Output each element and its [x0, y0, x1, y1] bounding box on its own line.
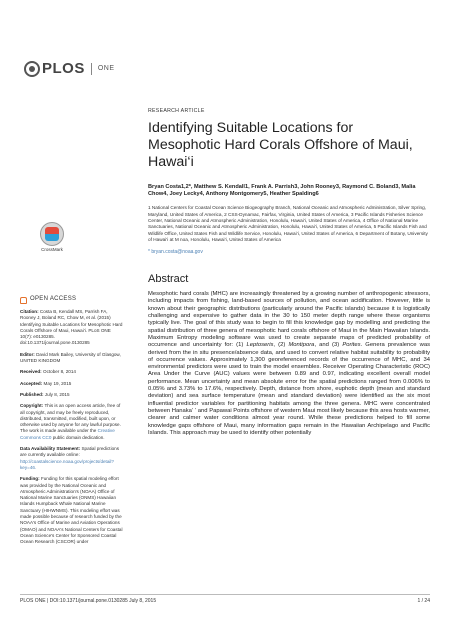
article-title: Identifying Suitable Locations for Mesophotic Hard Corals Offshore of Maui, Hawai‘i	[148, 120, 413, 170]
crossmark-icon	[40, 222, 64, 246]
logo-divider	[91, 63, 92, 75]
author-list: Bryan Costa1,2*, Matthew S. Kendall1, Frank A. Parrish3, John Rooney3, Raymond C. Boland3, Malia Chow4, Joey Lecky4, Anthony Montgomery5, Heather Spalding6	[148, 184, 416, 198]
copyright-text: This is an open access article, free of all copyright, and may be freely reproduced, distributed, transmitted, modified, built upon, or otherwise used by anyone for any lawful purpose. The work is made available under the	[20, 403, 121, 434]
article-main	[148, 108, 430, 437]
data-link[interactable]: http://coastalscience.noaa.gov/projects/detail?key=46.	[20, 458, 114, 470]
abstract-heading: Abstract	[148, 273, 189, 286]
received-date: October 8, 2014	[43, 369, 76, 375]
page-number: 1 / 24	[417, 598, 430, 604]
editor-label: Editor:	[20, 351, 35, 357]
published-block	[20, 392, 124, 398]
plos-pin-icon	[24, 61, 40, 77]
citation-label: Citation:	[20, 309, 39, 314]
citation-block	[20, 309, 124, 347]
genus-montipora: Montipora	[288, 342, 315, 349]
received-block	[20, 369, 124, 375]
copyright-label: Copyright:	[20, 403, 44, 409]
copyright-block	[20, 403, 124, 441]
article-type: RESEARCH ARTICLE	[148, 108, 205, 114]
genus-leptoseris: Leptoseris	[246, 342, 274, 349]
logo-name: PLOS	[42, 60, 85, 77]
data-availability-text: Spatial predictions are currently available online:	[20, 446, 119, 458]
accepted-block	[20, 381, 124, 387]
funding-text: Funding for this spatial modeling effort was provided by the National Oceanic and Atmospheric Administration's (NOAA) Office of National Marine Sanctuaries (ONMS) Hawaiian Islands Humpback Whale National Marine Sanctuary (HIHWNMS). This modeling effort was made possible because of research funded by the NOAA's Office of Marine and Aviation Operations (OMAO) and NOAA's National Centers for Coastal Ocean Science's Center for Sponsored Coastal Ocean Research (CSCOR) under	[20, 476, 123, 545]
open-lock-icon	[20, 297, 27, 304]
affiliations: 1 National Centers for Coastal Ocean Science Biogeography Branch, National Oceanic and Atmospheric Administration, Silver Spring, Maryland, United States of America, 2 CSS-Dynamac, Fairfax, Virginia, United States of America, 3 Pacific Islands Fisheries Science Center, National Oceanic and Atmospheric Administration, Honolulu, Hawai‘i, United States of America, 4 Office of National Marine Sanctuaries, National Oceanic and Atmospheric Administration, Honolulu, Hawai‘i, United States of America, 5 Pacific Islands Fish and Wildlife Office, United States Fish and Wildlife Service, Honolulu, Hawai‘i, United States of America, 6 Department of Botany, University of Hawai‘i at M noa, Honolulu, Hawai‘i, United States of America	[148, 205, 428, 242]
received-label: Received:	[20, 369, 42, 375]
funding-label: Funding:	[20, 476, 40, 482]
funding-block	[20, 476, 124, 545]
open-access-text: OPEN ACCESS	[30, 296, 77, 303]
abstract-part-2: , (2)	[273, 342, 286, 349]
accepted-date: May 19, 2015	[43, 380, 72, 386]
genus-porites: Porites	[342, 342, 361, 349]
cc0-link[interactable]: Creative Commons CC0	[20, 428, 115, 440]
crossmark-label: CrossMark	[41, 247, 63, 252]
editor-text: David Mark Bailey, University of Glasgow, UNITED KINGDOM	[20, 351, 121, 364]
abstract-part-3: , and (3)	[314, 342, 340, 349]
data-availability-block	[20, 446, 124, 471]
journal-logo	[22, 60, 115, 77]
citation-text: Costa B, Kendall MS, Parrish FA, Rooney J, Boland RC, Chow M, et al. (2015) Identifying Suitable Locations for Mesophotic Hard Corals Offshore of Maui, Hawai‘i. PLoS ONE 10(7): e0130285. doi:10.1371/journal.pone.0130285	[20, 309, 123, 346]
plos-wordmark	[22, 60, 85, 77]
abstract-part-4: . Genera prevalence was derived from the in situ presence/absence data, and used to convert relative habitat suitability to probability of occurrence values. Approximately 1,300 georeferenced records of the occurrence of MHC, and 34 environmental predictors were used to train the model ensembles. Receiver Operating Characteristic (ROC) Area Under the Curve (AUC) values were between 0.89 and 0.97, indicating excellent overall model performance. Mean uncertainty and mean absolute error for the spatial predictions ranged from 0.006% to 0.05% and 3.73% to 17.6%, respectively. Depth, distance from shore, euphotic depth (mean and standard deviation) and sea surface temperature (mean and standard deviation) were identified as the six most influential predictor variables for partitioning habitats among the three genera. MHC were concentrated between Hanaka‘ ‘ and Papawai Points offshore of western Maui most likely because this area hosts warmer, clearer and calmer water conditions almost year round. While these predictions helped to fill some knowledge gaps offshore of Maui, many information gaps remain in the Hawaiian Archipelago and Pacific Islands. This approach may be used to identify other potentially	[148, 342, 430, 436]
abstract-part-1: Mesophotic hard corals (MHC) are increasingly threatened by a growing number of anthropogenic stressors, including impacts from fishing, land-based sources of pollution, and ocean acidification. However, little is known about their geographic distributions (particularly around the Pacific islands) because it is logistically challenging and expensive to gather data in the 30 to 150 meter depth range where these organisms typically live. The goal of this study was to begin to fill this knowledge gap by modelling and predicting the spatial distribution of three genera of mesophotic hard corals offshore of Maui in the Main Hawaiian Islands. Maximum Entropy modeling software was used to create separate maps of predicted probability of occurrence and uncertainty for: (1)	[148, 291, 430, 349]
published-date: July 8, 2015	[44, 391, 70, 397]
data-availability-label: Data Availability Statement:	[20, 446, 81, 452]
logo-journal: ONE	[97, 65, 115, 72]
footer-rule	[20, 594, 430, 595]
accepted-label: Accepted:	[20, 380, 43, 386]
article-metadata	[20, 296, 124, 551]
footer-citation: PLOS ONE | DOI:10.1371/journal.pone.0130285 July 8, 2015	[20, 598, 157, 604]
open-access-label	[20, 296, 124, 303]
editor-block	[20, 352, 124, 365]
crossmark-badge[interactable]	[37, 222, 67, 252]
published-label: Published:	[20, 391, 44, 397]
abstract-body	[148, 291, 430, 437]
corresponding-email[interactable]: * bryan.costa@noaa.gov	[148, 249, 203, 256]
copyright-tail: public domain dedication.	[52, 434, 105, 440]
